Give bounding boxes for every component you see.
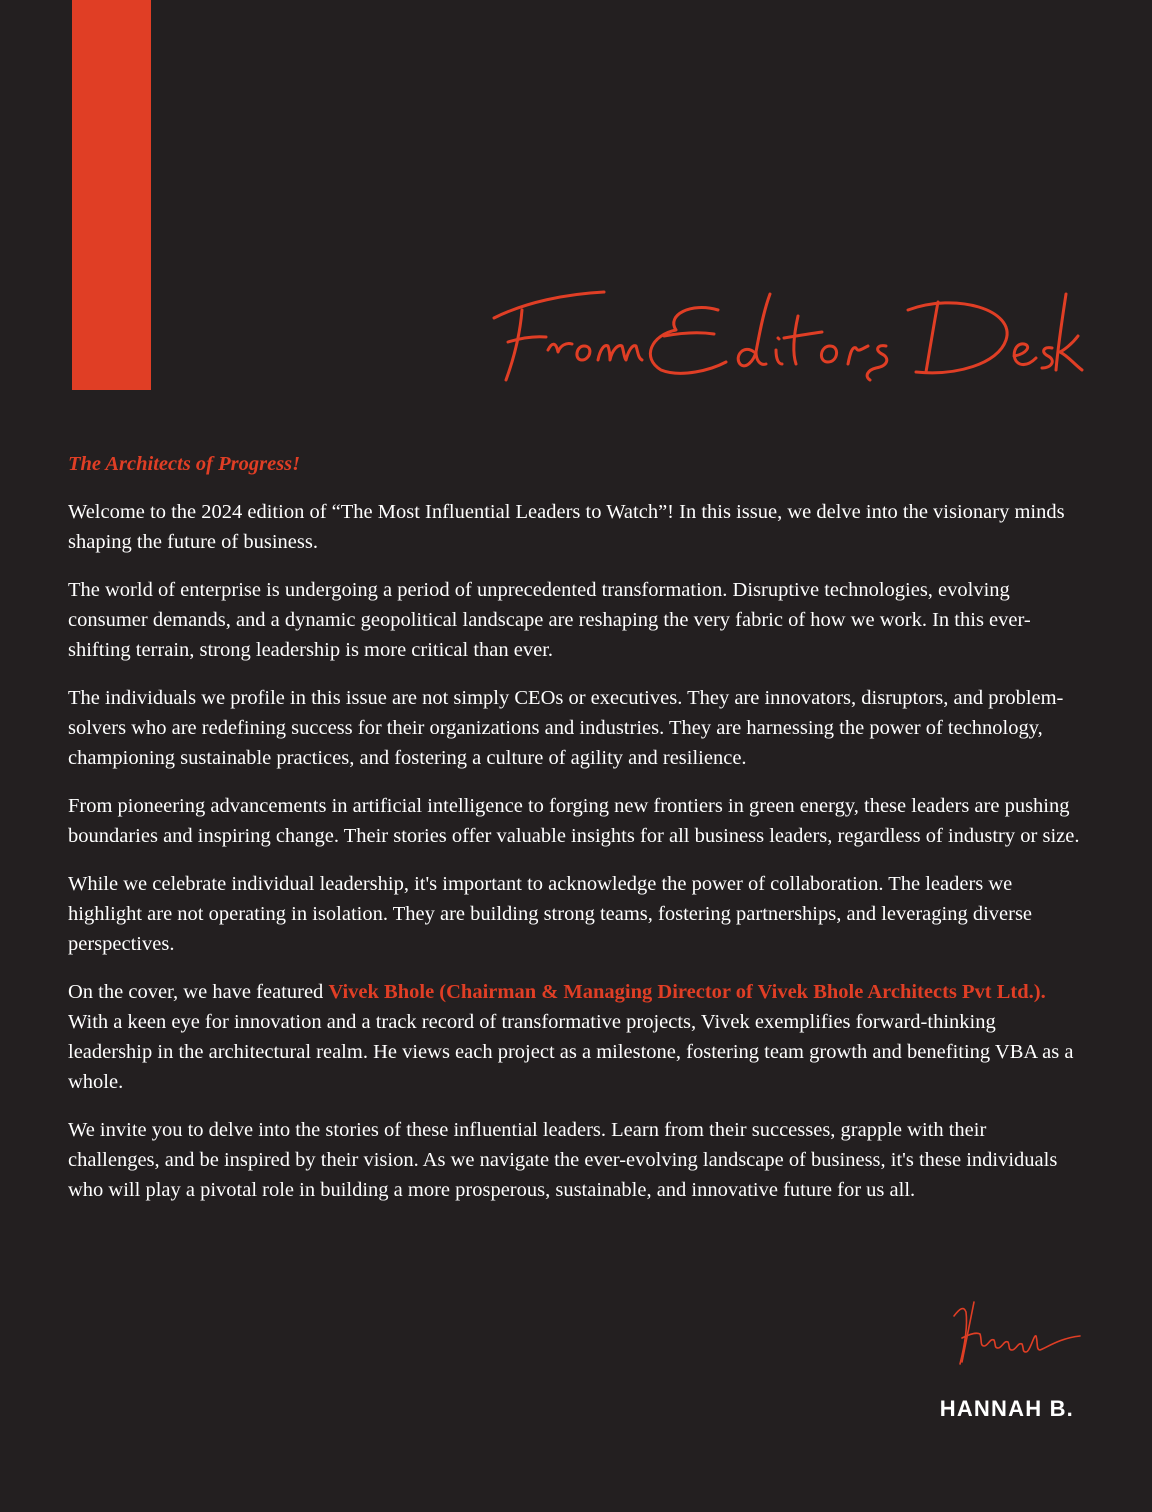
article-body	[68, 449, 1080, 1223]
cover-intro-text: On the cover, we have featured	[68, 981, 329, 1003]
article-subtitle: The Architects of Progress!	[68, 453, 301, 475]
handwritten-signature	[950, 1298, 1085, 1368]
paragraph-advancements: From pioneering advancements in artificial intelligence to forging new frontiers in green energy, these leaders are pushing boundaries and inspiring change. Their stories offer valuable insights for all business leaders, regardless of industry or size.	[68, 795, 1080, 847]
signature-graphic	[950, 1298, 1085, 1368]
paragraph-transformation: The world of enterprise is undergoing a period of unprecedented transformation. Disruptive technologies, evolving consumer demands, and a dynamic geopolitical landscape are reshaping the very fabric of how we work. In this ever-shifting terrain, strong leadership is more critical than ever.	[68, 579, 1031, 661]
cover-person-highlight: Vivek Bhole (Chairman & Managing Director of Vivek Bhole Architects Pvt Ltd.).	[328, 981, 1046, 1003]
signature-name: HANNAH B.	[939, 1396, 1074, 1421]
paragraph-collaboration: While we celebrate individual leadership, it's important to acknowledge the power of collaboration. The leaders we highlight are not operating in isolation. They are building strong teams, fostering partnerships, and leveraging diverse perspectives.	[68, 873, 1033, 955]
heading-script-graphic	[486, 280, 1086, 390]
page-heading	[486, 280, 1086, 390]
cover-description-text: With a keen eye for innovation and a track record of transformative projects, Vivek exemplifies forward-thinking leadership in the architectural realm. He views each project as a milestone, fostering team growth and benefiting VBA as a whole.	[68, 1011, 1074, 1093]
paragraph-welcome: Welcome to the 2024 edition of “The Most Influential Leaders to Watch”! In this issue, we delve into the visionary minds shaping the future of business.	[68, 501, 1065, 553]
paragraph-individuals: The individuals we profile in this issue are not simply CEOs or executives. They are innovators, disruptors, and problem-solvers who are redefining success for their organizations and industries. They are harnessing the power of technology, championing sustainable practices, and fostering a culture of agility and resilience.	[68, 687, 1064, 769]
paragraph-invitation: We invite you to delve into the stories of these influential leaders. Learn from their successes, grapple with their challenges, and be inspired by their vision. As we navigate the ever-evolving landscape of business, it's these individuals who will play a pivotal role in building a more prosperous, sustainable, and innovative future for us all.	[68, 1119, 1058, 1201]
paragraph-cover-feature	[68, 977, 1080, 1097]
accent-bar	[72, 0, 151, 390]
